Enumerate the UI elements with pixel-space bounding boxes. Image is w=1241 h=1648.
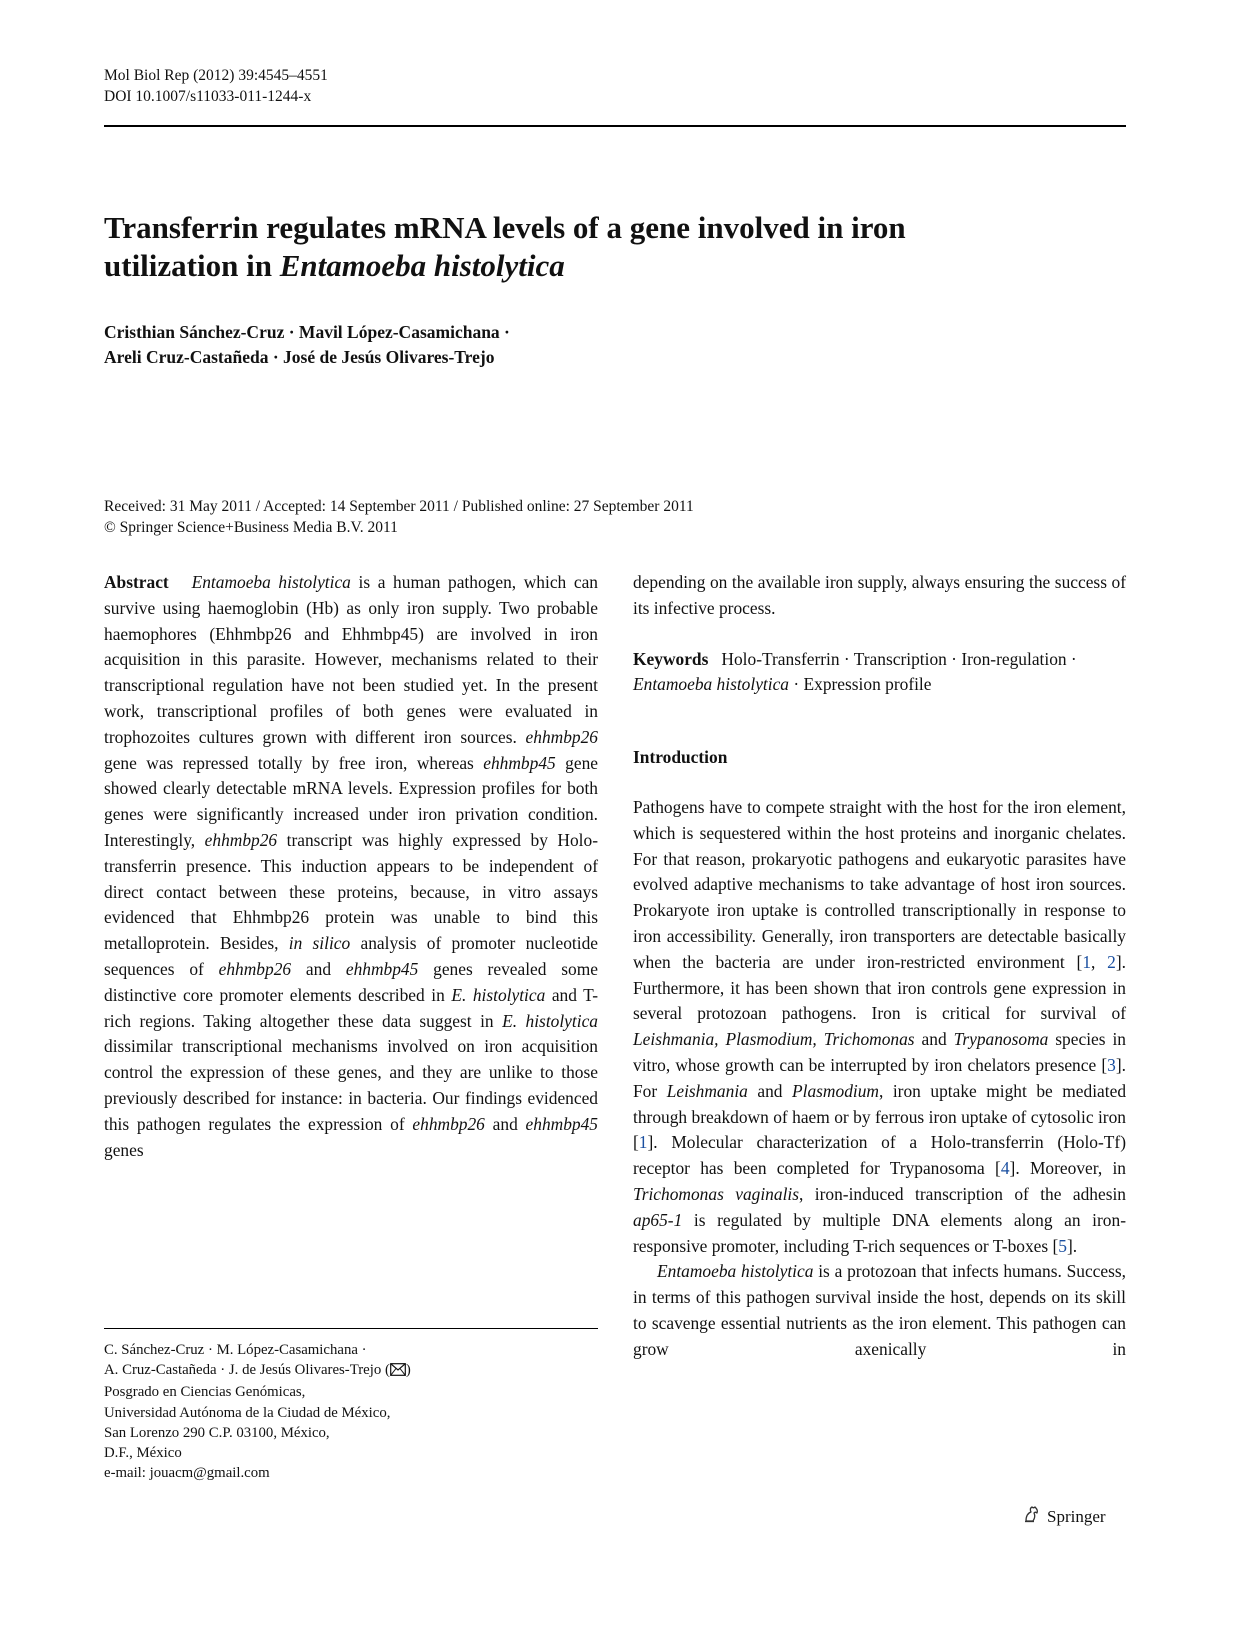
- reference-link[interactable]: 3: [1107, 1054, 1116, 1075]
- organism-name: Entamoeba histolytica: [191, 572, 351, 592]
- affiliation-city: D.F., México: [104, 1445, 182, 1462]
- reference-link[interactable]: 4: [1000, 1158, 1010, 1179]
- footnote-authors-2: A. Cruz-Castañeda · J. de Jesús Olivares-Trejo ( ): [104, 1360, 598, 1382]
- introduction-paragraph-2: Entamoeba histolytica is a protozoan that infects humans. Success, in terms of this pathogen survival inside the host, depends on its skill to scavenge essential nutrients as the iron element. This pathogen can grow axenically in: [633, 1261, 1126, 1359]
- publication-dates: Received: 31 May 2011 / Accepted: 14 September 2011 / Published online: 27 September 2011: [104, 498, 694, 515]
- authors-line-1: Cristhian Sánchez-Cruz · Mavil López-Casamichana ·: [104, 322, 510, 342]
- abstract: Abstract Entamoeba histolytica is a human pathogen, which can survive using haemoglobin (Hb) as only iron supply. Two probable haemophores (Ehhmbp26 and Ehhmbp45) are involved in iron acquisition in this parasite. However, mechanisms related to their transcriptional regulation have not been studied yet. In the present work, transcriptional profiles of both genes were evaluated in trophozoites cultures grown with different iron sources. ehhmbp26 gene was repressed totally by free iron, whereas ehhmbp45 gene showed clearly detectable mRNA levels. Expression profiles for both genes were significantly increased under iron privation condition. Interestingly, ehhmbp26 transcript was highly expressed by Holo-transferrin presence. This induction appears to be independent of direct contact between these proteins, because, in vitro assays evidenced that Ehhmbp26 protein was unable to bind this metalloprotein. Besides, in silico analysis of promoter nucleotide sequences of ehhmbp26 and ehhmbp45 genes revealed some distinctive core promoter elements described in E. histolytica and T-rich regions. Taking altogether these data suggest in E. histolytica dissimilar transcriptional mechanisms involved on iron acquisition control the expression of these genes, and they are unlike to those previously described for instance: in bacteria. Our findings evidenced this pathogen regulates the expression of ehhmbp26 and ehhmbp45 genes: [104, 572, 598, 1160]
- reference-link[interactable]: 5: [1058, 1235, 1067, 1256]
- publisher-name: Springer: [1047, 1506, 1106, 1526]
- author-list: [104, 320, 804, 370]
- contact-email[interactable]: e-mail: jouacm@gmail.com: [104, 1465, 270, 1482]
- abstract-heading: Abstract: [104, 572, 169, 592]
- introduction-paragraph-1: Pathogens have to compete straight with the host for the iron element, which is sequestered within the host proteins and inorganic chelates. For that reason, prokaryotic pathogens and eukaryotic parasites have evolved adaptive mechanisms to take advantage of host iron sources. Prokaryote iron uptake is controlled transcriptionally in response to iron accessibility. Generally, iron transporters are detectable basically when the bacteria are under iron-restricted environment [1, 2]. Furthermore, it has been shown that iron controls gene expression in several protozoan pathogens. Iron is critical for survival of Leishmania, Plasmodium, Trichomonas and Trypanosoma species in vitro, whose growth can be interrupted by iron chelators presence [3]. For Leishmania and Plasmodium, iron uptake might be mediated through breakdown of haem or by ferrous iron uptake of cytosolic iron [1]. Molecular characterization of a Holo-transferrin (Holo-Tf) receptor has been completed for Trypanosoma [4]. Moreover, in Trichomonas vaginalis, iron-induced transcription of the adhesin ap65-1 is regulated by multiple DNA elements along an iron-responsive promoter, including T-rich sequences or T-boxes [5].: [633, 796, 1127, 1256]
- title-line-1: Transferrin regulates mRNA levels of a gene involved in iron: [104, 210, 906, 245]
- reference-link[interactable]: 1: [1082, 951, 1092, 972]
- envelope-icon: [390, 1362, 406, 1382]
- keywords: Keywords Holo-Transferrin · Transcription · Iron-regulation · Entamoeba histolytica · Expression profile: [633, 648, 1077, 695]
- affiliation-address: San Lorenzo 290 C.P. 03100, México,: [104, 1424, 330, 1441]
- affiliation-university: Universidad Autónoma de la Ciudad de México,: [104, 1404, 391, 1421]
- springer-horse-icon: [1022, 1504, 1042, 1529]
- right-column: [633, 570, 1126, 1388]
- abstract-continuation: depending on the available iron supply, always ensuring the success of its infective process.: [633, 572, 1126, 618]
- title-organism: Entamoeba histolytica: [279, 248, 565, 283]
- footnote-authors-1: C. Sánchez-Cruz · M. López-Casamichana ·: [104, 1342, 367, 1358]
- author-affiliation: [104, 1340, 598, 1483]
- header-rule: [104, 125, 1126, 127]
- doi: DOI 10.1007/s11033-011-1244-x: [104, 88, 312, 105]
- reference-link[interactable]: 2: [1107, 951, 1116, 972]
- journal-citation: Mol Biol Rep (2012) 39:4545–4551: [104, 67, 328, 84]
- footnote-rule: [104, 1328, 598, 1329]
- title-line-2: utilization in Entamoeba histolytica: [104, 248, 565, 283]
- reference-link[interactable]: 1: [638, 1132, 648, 1153]
- keywords-heading: Keywords: [633, 648, 709, 669]
- article-title: [104, 209, 1054, 285]
- copyright: © Springer Science+Business Media B.V. 2011: [104, 519, 398, 536]
- affiliation-program: Posgrado en Ciencias Genómicas,: [104, 1384, 306, 1401]
- authors-line-2: Areli Cruz-Castañeda · José de Jesús Olivares-Trejo: [104, 347, 495, 367]
- publisher-logo: [1022, 1504, 1106, 1529]
- introduction-heading: Introduction: [633, 747, 728, 768]
